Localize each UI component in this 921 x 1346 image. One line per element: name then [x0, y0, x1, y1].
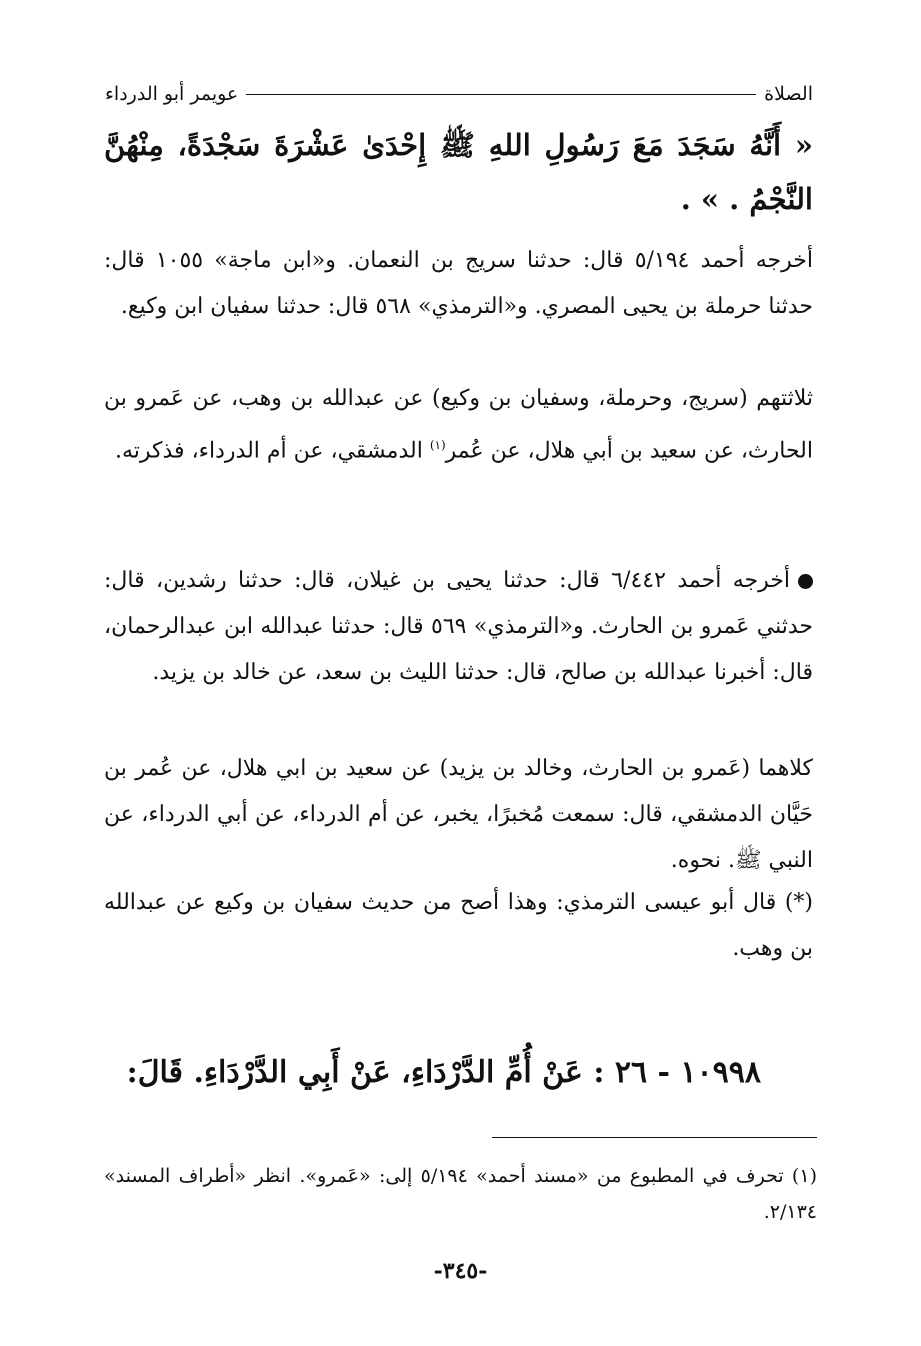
- paragraph-3-text: أخرجه أحمد ٦/٤٤٢ قال: حدثنا يحيى بن غيلان، قال: حدثنا رشدين، قال: حدثني عَمرو بن الحارث. و«الترمذي» ٥٦٩ قال: حدثنا عبدالله ابن عبدالرحمان، قال: أخبرنا عبدالله بن صالح، قال: حدثنا الليث بن سعد، عن خالد بن يزيد.: [104, 568, 813, 685]
- running-header: [105, 80, 813, 108]
- takhrij-paragraph-3: [104, 558, 813, 696]
- paragraph-2-tail: الدمشقي، عن أم الدرداء، فذكرته.: [114, 438, 430, 464]
- chapter-title: الصلاة: [764, 83, 813, 105]
- page-number: -٣٤٥-: [433, 1258, 488, 1284]
- takhrij-paragraph-4: كلاهما (عَمرو بن الحارث، وخالد بن يزيد) عن سعيد بن ابي هلال، عن عُمر بن حَيَّان الدمشقي، قال: سمعت مُخبرًا، يخبر، عن أم الدرداء، عن أبي الدرداء، عن النبي ﷺ. نحوه.: [104, 756, 813, 873]
- bullet-icon: [798, 574, 813, 589]
- takhrij-paragraph-1: أخرجه أحمد ٥/١٩٤ قال: حدثنا سريج بن النعمان. و«ابن ماجة» ١٠٥٥ قال: حدثنا حرملة بن يحيى المصري. و«الترمذي» ٥٦٨ قال: حدثنا سفيان ابن وكيع.: [104, 248, 813, 319]
- footnote-rule: [492, 1137, 817, 1138]
- header-rule: [246, 94, 756, 95]
- paragraph-2-text: ثلاثتهم (سريج، وحرملة، وسفيان بن وكيع) عن عبدالله بن وهب، عن عَمرو بن الحارث، عن سعيد بن أبي هلال، عن عُمر: [104, 386, 813, 464]
- tirmidhi-note: (*) قال أبو عيسى الترمذي: وهذا أصح من حديث سفيان بن وكيع عن عبدالله بن وهب.: [104, 890, 813, 961]
- footnote: (١) تحرف في المطبوع من «مسند أحمد» ٥/١٩٤ إلى: «عَمرو». انظر «أطراف المسند» ٢/١٣٤.: [104, 1165, 817, 1223]
- narrator-title: عويمر أبو الدرداء: [105, 83, 239, 105]
- hadith-text: « أَنَّهُ سَجَدَ مَعَ رَسُولِ اللهِ ﷺ إِحْدَىٰ عَشْرَةَ سَجْدَةً، مِنْهُنَّ النَّجْمُ . » .: [104, 128, 813, 216]
- next-hadith-heading: ١٠٩٩٨ - ٢٦ : عَنْ أُمِّ الدَّرْدَاءِ، عَنْ أَبِي الدَّرْدَاءِ. قَالَ:: [126, 1055, 761, 1090]
- takhrij-paragraph-2: [104, 376, 813, 474]
- footnote-marker: (١): [429, 438, 446, 452]
